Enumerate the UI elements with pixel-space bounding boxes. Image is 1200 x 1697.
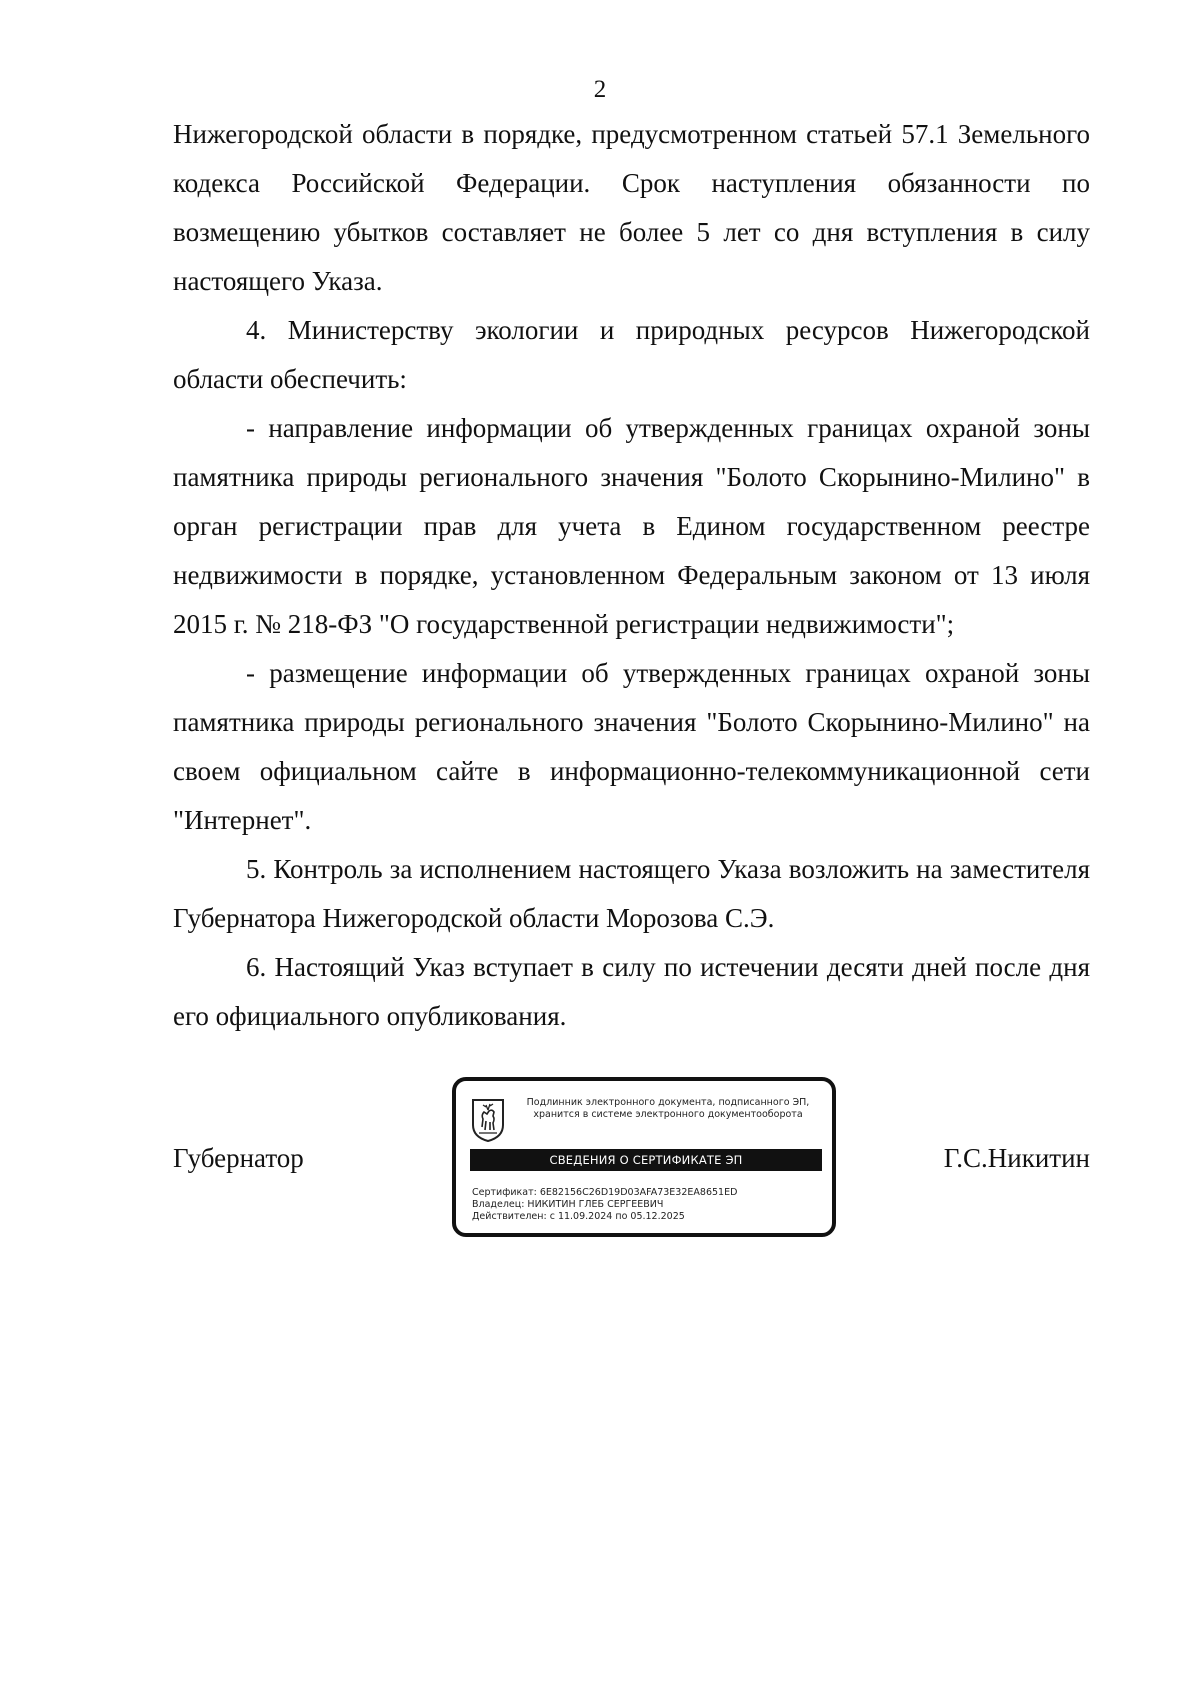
paragraph-bullet-registration: - направление информации об утвержденных границах охраной зоны памятника природы регионального значения "Болото Скорынино-Милино" в орган регистрации прав для учета в Едином государственном реестре недвижимости в порядке, установленном Федеральным законом от 13 июля 2015 г. № 218-ФЗ "О государственной регистрации недвижимости"; xyxy=(173,413,1090,639)
paragraph-bullet-publication: - размещение информации об утвержденных границах охраной зоны памятника природы регионального значения "Болото Скорынино-Милино" на своем официальном сайте в информационно-телекоммуникационной сети "Интернет". xyxy=(173,658,1090,835)
document-body xyxy=(173,110,1090,1041)
signatory-role: Губернатор xyxy=(173,1143,304,1173)
deer-coat-of-arms-icon xyxy=(470,1097,506,1143)
paragraph-item-6: 6. Настоящий Указ вступает в силу по истечении десяти дней после дня его официального опубликования. xyxy=(173,952,1090,1031)
certificate-owner: Владелец: НИКИТИН ГЛЕБ СЕРГЕЕВИЧ xyxy=(472,1199,664,1210)
paragraph-item-4: 4. Министерству экологии и природных ресурсов Нижегородской области обеспечить: xyxy=(173,315,1090,394)
signatory-name: Г.С.Никитин xyxy=(943,1143,1090,1173)
paragraph-continuation: Нижегородской области в порядке, предусмотренном статьей 57.1 Земельного кодекса Российской Федерации. Срок наступления обязанности по возмещению убытков составляет не более 5 лет со дня вступления в силу настоящего Указа. xyxy=(173,119,1090,296)
electronic-signature-stamp xyxy=(452,1077,836,1237)
stamp-title-bar: СВЕДЕНИЯ О СЕРТИФИКАТЕ ЭП xyxy=(470,1149,822,1171)
paragraph-item-5: 5. Контроль за исполнением настоящего Указа возложить на заместителя Губернатора Нижегородской области Морозова С.Э. xyxy=(173,854,1090,933)
page-number: 2 xyxy=(593,76,607,103)
stamp-header-line: хранится в системе электронного документооборота xyxy=(533,1109,803,1120)
certificate-validity: Действителен: с 11.09.2024 по 05.12.2025 xyxy=(472,1211,685,1222)
certificate-number: Сертификат: 6E82156C26D19D03AFA73E32EA8651ED xyxy=(472,1187,738,1198)
stamp-details xyxy=(472,1187,737,1223)
stamp-header xyxy=(508,1097,828,1121)
stamp-header-line: Подлинник электронного документа, подписанного ЭП, xyxy=(526,1097,810,1108)
